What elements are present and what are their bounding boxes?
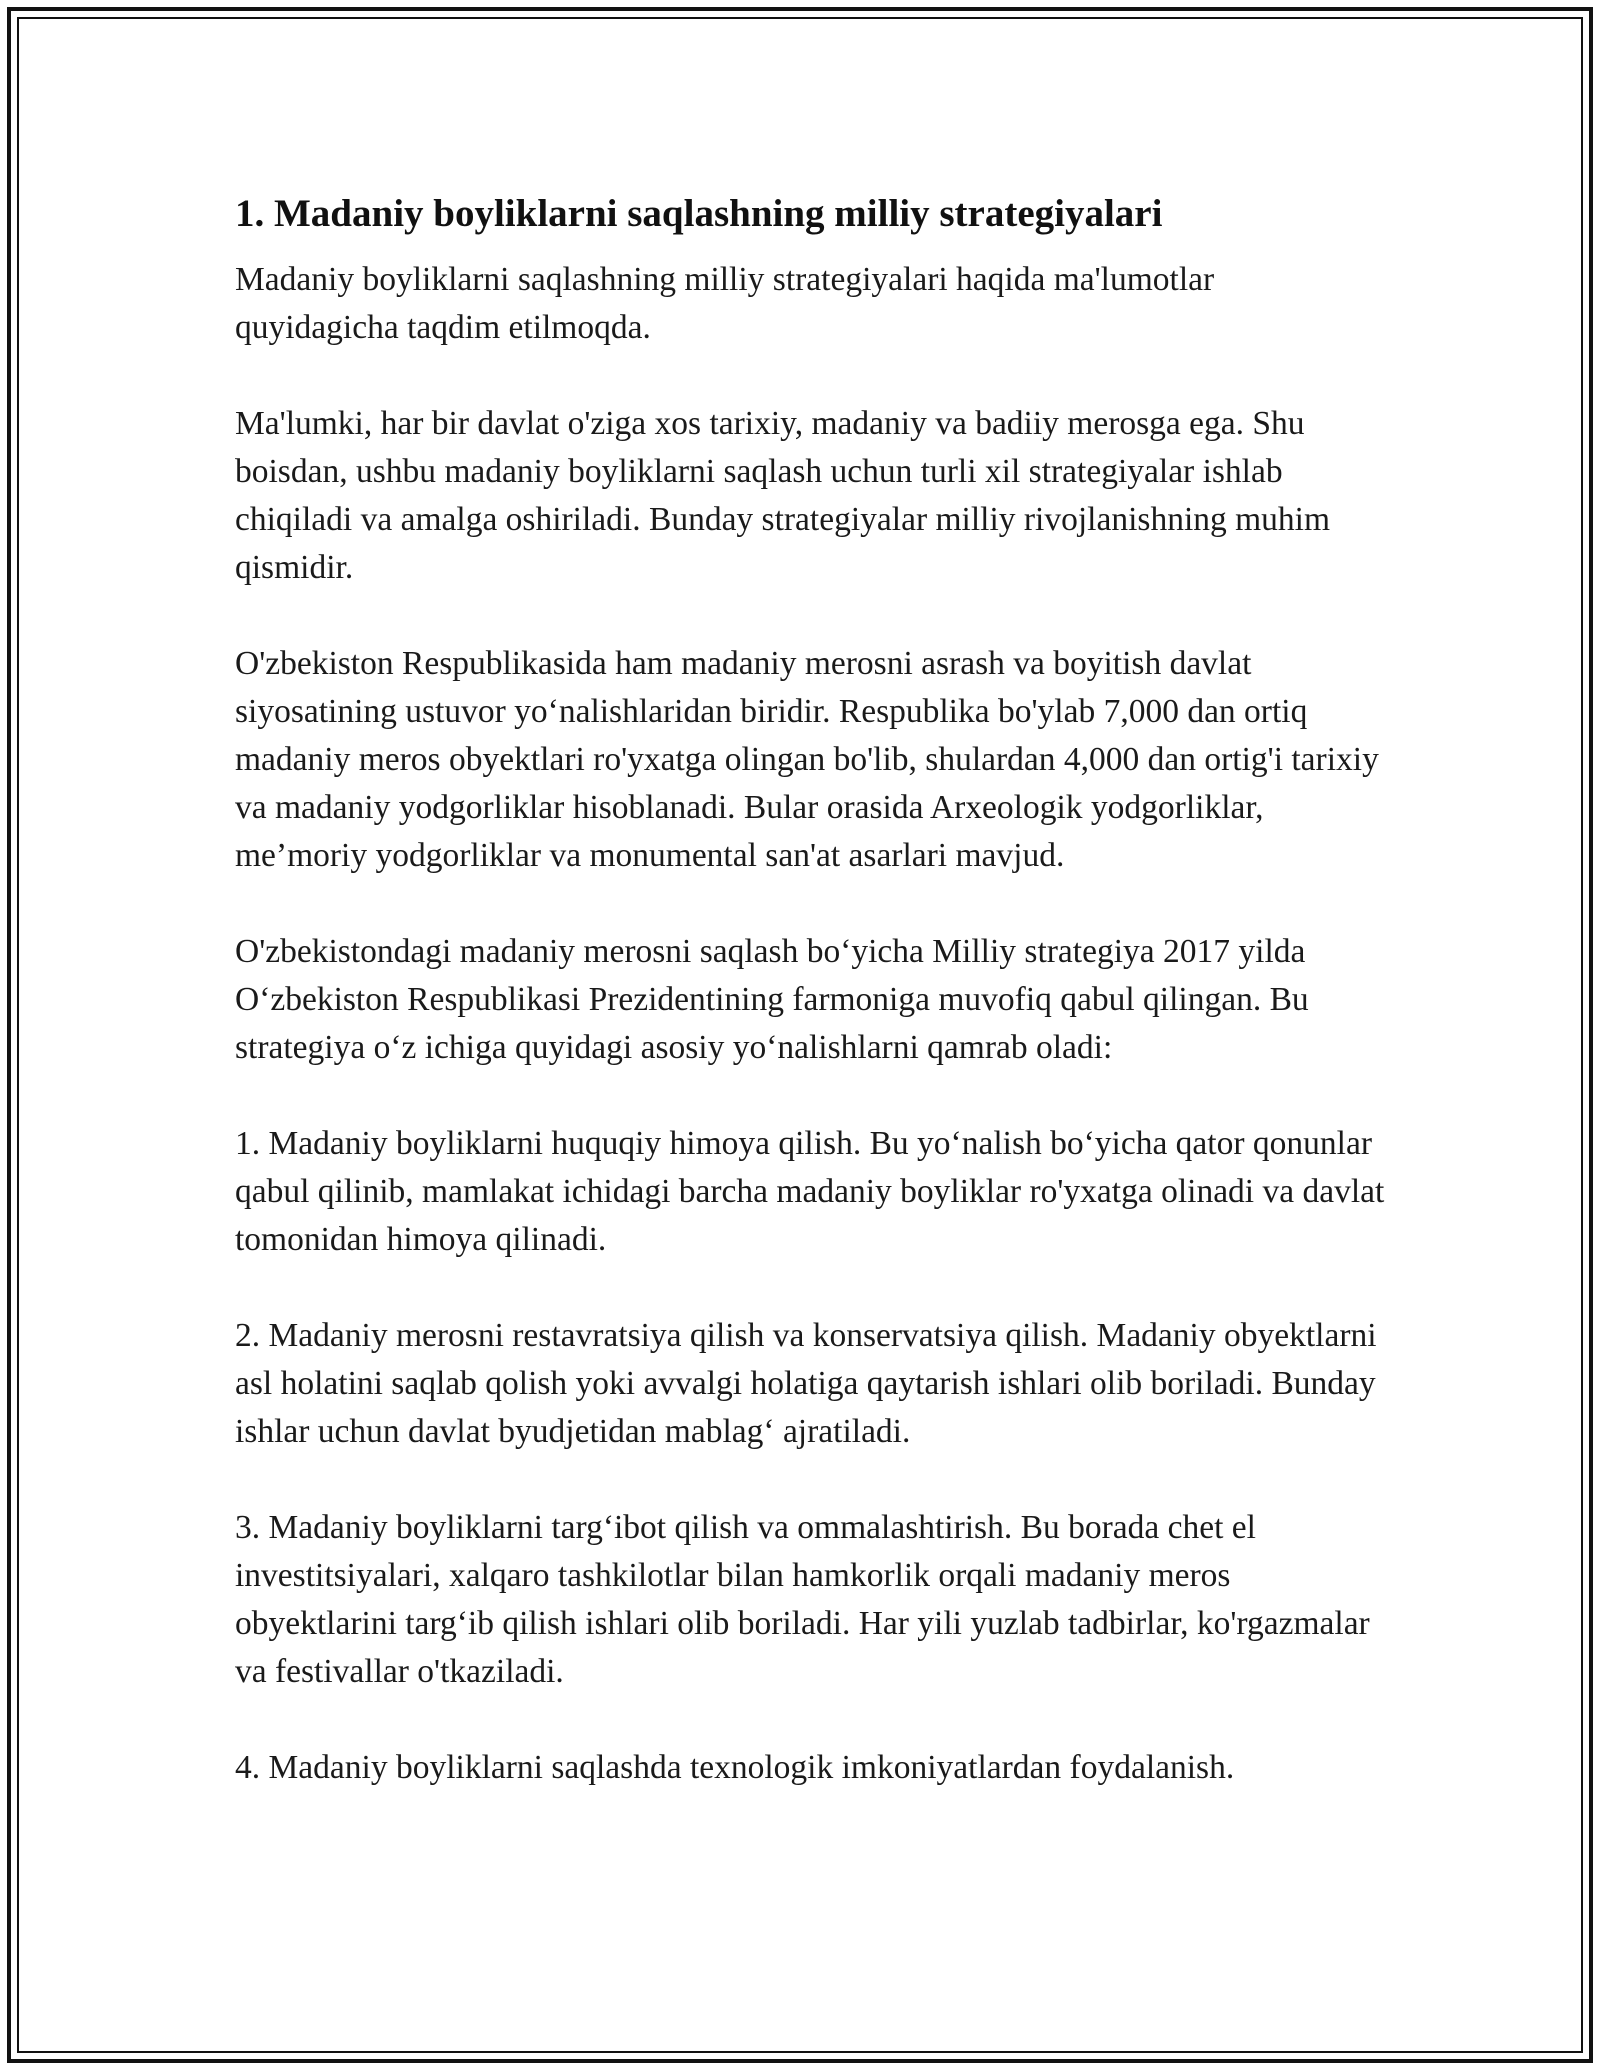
paragraph-intro: Madaniy boyliklarni saqlashning milliy strategiyalari haqida ma'lumotlar quyidagicha taqdim etilmoqda. <box>235 261 1215 346</box>
list-item-legal-protection: 1. Madaniy boyliklarni huquqiy himoya qilish. Bu yo‘nalish bo‘yicha qator qonunlar qabul qilinib, mamlakat ichidagi barcha madaniy boyliklar ro'yxatga olinadi va davlat tomonidan himoya qilinadi. <box>235 1125 1385 1258</box>
document-body <box>235 186 1385 1792</box>
list-item-promotion: 3. Madaniy boyliklarni targ‘ibot qilish va ommalashtirish. Bu borada chet el investitsiyalari, xalqaro tashkilotlar bilan hamkorlik orqali madaniy meros obyektlarini targ‘ib qilish ishlari olib boriladi. Har yili yuzlab tadbirlar, ko'rgazmalar va festivallar o'tkaziladi. <box>235 1509 1370 1690</box>
document-title: 1. Madaniy boyliklarni saqlashning milliy strategiyalari <box>235 192 1163 235</box>
paragraph-strategy: O'zbekistondagi madaniy merosni saqlash bo‘yicha Milliy strategiya 2017 yilda O‘zbekiston Respublikasi Prezidentining farmoniga muvofiq qabul qilingan. Bu strategiya o‘z ichiga quyidagi asosiy yo‘nalishlarni qamrab oladi: <box>235 933 1309 1066</box>
paragraph-heritage: Ma'lumki, har bir davlat o'ziga xos tarixiy, madaniy va badiiy merosga ega. Shu boisdan, ushbu madaniy boyliklarni saqlash uchun turli xil strategiyalar ishlab chiqiladi va amalga oshiriladi. Bunday strategiyalar milliy rivojlanishning muhim qismidir. <box>235 405 1331 586</box>
paragraph-uzbekistan: O'zbekiston Respublikasida ham madaniy merosni asrash va boyitish davlat siyosatining ustuvor yo‘nalishlaridan biridir. Respublika bo'ylab 7,000 dan ortiq madaniy meros obyektlari ro'yxatga olingan bo'lib, shulardan 4,000 dan ortig'i tarixiy va madaniy yodgorliklar hisoblanadi. Bular orasida Arxeologik yodgorliklar, me’moriy yodgorliklar va monumental san'at asarlari mavjud. <box>235 645 1379 874</box>
list-item-restoration: 2. Madaniy merosni restavratsiya qilish va konservatsiya qilish. Madaniy obyektlarni asl holatini saqlab qolish yoki avvalgi holatiga qaytarish ishlari olib boriladi. Bunday ishlar uchun davlat byudjetidan mablag‘ ajratiladi. <box>235 1317 1377 1450</box>
list-item-technology: 4. Madaniy boyliklarni saqlashda texnologik imkoniyatlardan foydalanish. <box>235 1749 1235 1786</box>
